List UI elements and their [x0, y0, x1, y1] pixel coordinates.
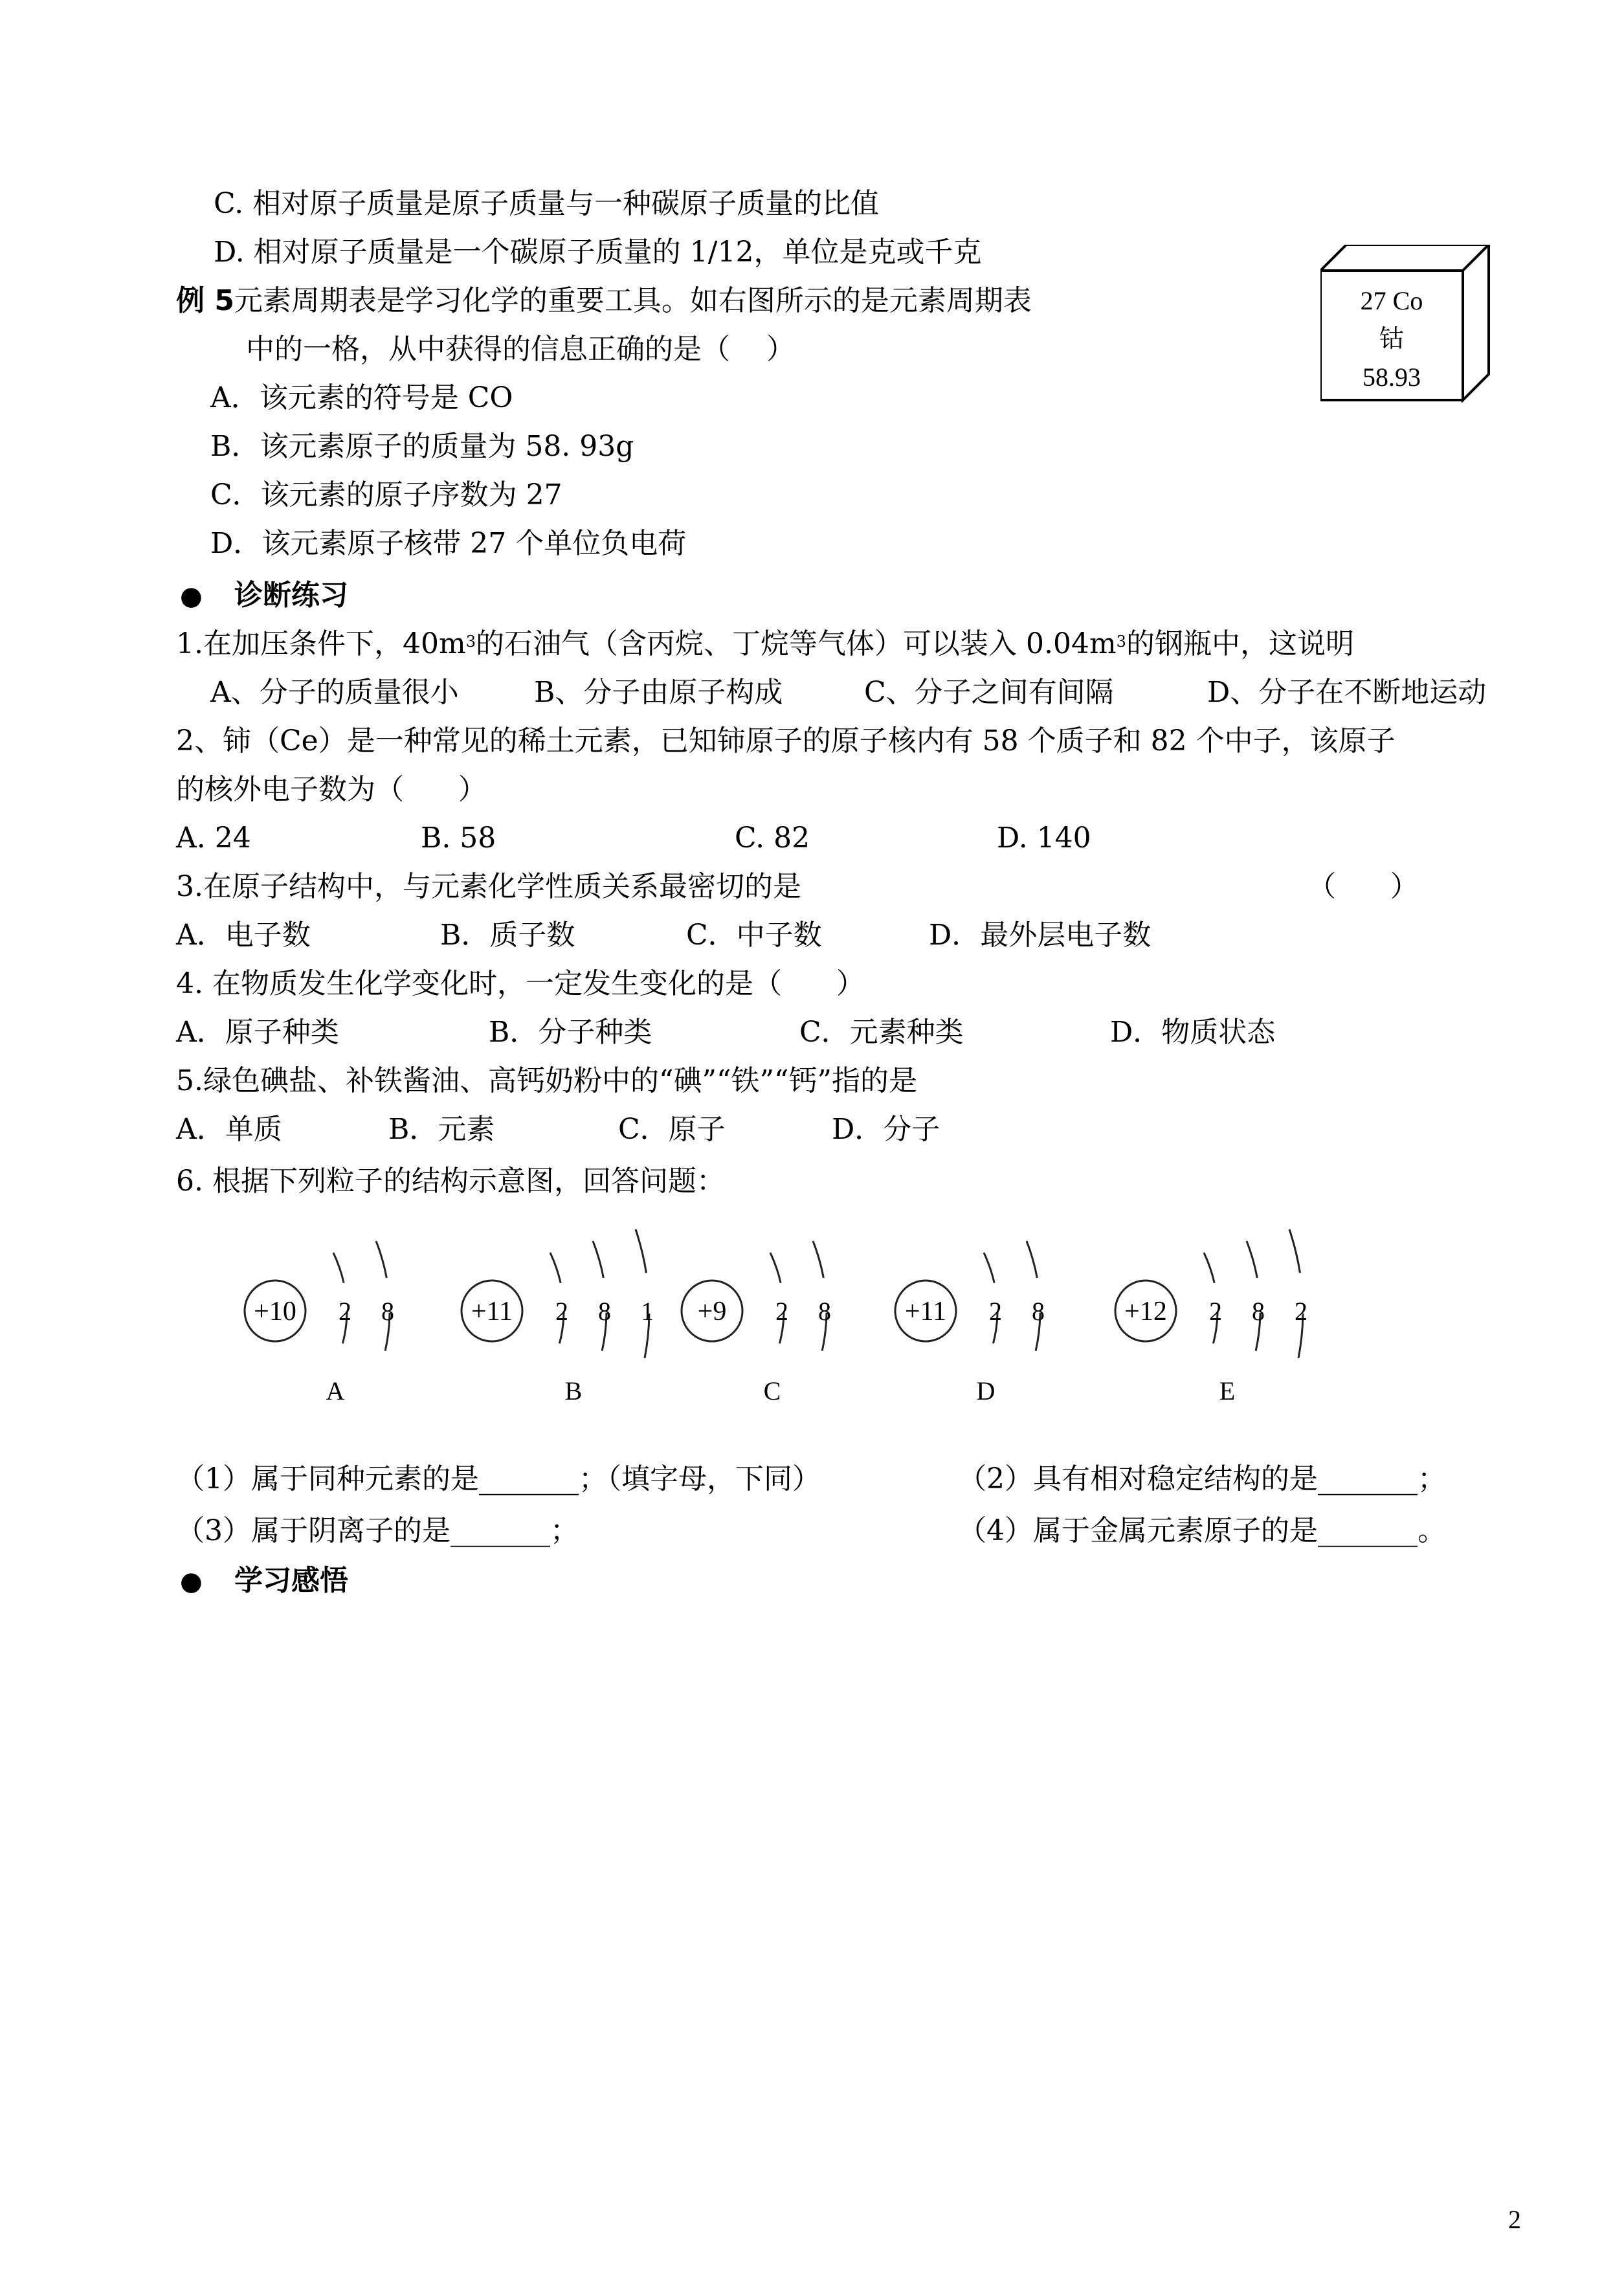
particle-label: C	[763, 1376, 781, 1405]
element-cell-cube	[1320, 245, 1495, 407]
page-number: 2	[1508, 2205, 1521, 2234]
electron-count: 2	[989, 1297, 1002, 1326]
q2-option-a: A. 24	[176, 822, 251, 855]
element-cell-line2: 钴	[1379, 324, 1405, 353]
particle-e	[1115, 1229, 1307, 1405]
q1-option-a: A、分子的质量很小	[210, 676, 459, 709]
electron-count: 8	[598, 1297, 611, 1326]
nucleus-charge: +9	[697, 1297, 727, 1326]
element-cell-line1: 27 Co	[1360, 286, 1423, 315]
q5-option-d: D．分子	[832, 1113, 940, 1146]
electron-count: 8	[818, 1297, 831, 1326]
question-6: 6. 根据下列粒子的结构示意图，回答问题：	[176, 1165, 725, 1198]
q5-option-b: B．元素	[388, 1113, 495, 1146]
q4-option-c: C．元素种类	[799, 1016, 964, 1049]
example-5-option-a: A．该元素的符号是 CO	[210, 381, 513, 414]
nucleus-charge: +10	[254, 1297, 296, 1326]
example-5-heading	[176, 282, 1032, 320]
question-5: 5.绿色碘盐、补铁酱油、高钙奶粉中的“碘”“铁”“钙”指的是	[176, 1064, 917, 1097]
electron-count: 8	[1032, 1297, 1045, 1326]
electron-count: 1	[641, 1297, 654, 1326]
electron-count: 2	[555, 1297, 568, 1326]
q1-mid: 的石油气（含丙烷、丁烷等气体）可以装入 0.04m	[475, 627, 1117, 660]
q1-option-b: B、分子由原子构成	[534, 676, 783, 709]
q3-option-d: D．最外层电子数	[929, 919, 1151, 952]
q2-option-b: B. 58	[421, 822, 496, 855]
example-5-text: 元素周期表是学习化学的重要工具。如右图所示的是元素周期表	[234, 284, 1032, 317]
q3-option-c: C．中子数	[686, 919, 822, 952]
q1-sup-1: 3	[465, 632, 476, 651]
electron-count: 2	[775, 1297, 788, 1326]
nucleus-charge: +11	[904, 1297, 947, 1326]
q6-sub-2: （2）具有相对稳定结构的是_______；	[958, 1462, 1446, 1495]
q1-option-c: C、分子之间有间隔	[864, 676, 1114, 709]
q6-sub-1: （1）属于同种元素的是_______；（填字母，下同）	[176, 1462, 821, 1495]
particle-label: D	[976, 1376, 996, 1405]
example-5-option-d: D．该元素原子核带 27 个单位负电荷	[210, 527, 687, 560]
question-4: 4. 在物质发生化学变化时，一定发生变化的是（ ）	[176, 967, 865, 1000]
particle-label: A	[326, 1376, 345, 1405]
q5-option-c: C．原子	[618, 1113, 726, 1146]
electron-count: 8	[1252, 1297, 1265, 1326]
electron-count: 2	[1209, 1297, 1222, 1326]
nucleus-charge: +11	[471, 1297, 513, 1326]
q1-sup-2: 3	[1116, 632, 1126, 651]
element-cell-line3: 58.93	[1363, 363, 1421, 392]
electron-count: 2	[339, 1297, 351, 1326]
electron-count: 8	[381, 1297, 394, 1326]
q3-option-a: A．电子数	[176, 919, 311, 952]
question-2-line1: 2、铈（Ce）是一种常见的稀土元素，已知铈原子的原子核内有 58 个质子和 82 个中子，该原子	[176, 724, 1396, 757]
example-5-text-2: 中的一格，从中获得的信息正确的是（ ）	[246, 333, 795, 366]
q1-post: 的钢瓶中，这说明	[1126, 627, 1354, 660]
q1-option-d: D、分子在不断地运动	[1207, 676, 1487, 709]
q4-option-d: D．物质状态	[1110, 1016, 1276, 1049]
q2-option-d: D. 140	[997, 822, 1091, 855]
question-3: 3.在原子结构中，与元素化学性质关系最密切的是	[176, 870, 801, 903]
particle-label: E	[1219, 1376, 1236, 1405]
q4-option-a: A．原子种类	[176, 1016, 339, 1049]
question-3-paren: （ ）	[1307, 870, 1419, 903]
q1-pre: 1.在加压条件下，40m	[176, 627, 466, 660]
option-c-text: C. 相对原子质量是原子质量与一种碳原子质量的比值	[214, 187, 880, 220]
bullet-icon: ●	[180, 581, 203, 611]
particle-b	[462, 1229, 654, 1405]
question-2-line2: 的核外电子数为（ ）	[176, 773, 487, 806]
particle-label: B	[564, 1376, 583, 1405]
q4-option-b: B．分子种类	[489, 1016, 652, 1049]
example-5-option-c: C．该元素的原子序数为 27	[210, 478, 562, 511]
section-reflection-title: 学习感悟	[234, 1564, 348, 1597]
electron-count: 2	[1295, 1297, 1307, 1326]
question-1	[176, 625, 1354, 664]
example-5-label: 例 5	[176, 284, 234, 317]
q3-option-b: B．质子数	[440, 919, 575, 952]
particle-c	[682, 1241, 831, 1405]
bullet-icon: ●	[180, 1567, 203, 1596]
nucleus-charge: +12	[1124, 1297, 1167, 1326]
option-d-text: D. 相对原子质量是一个碳原子质量的 1/12，单位是克或千克	[214, 236, 982, 269]
q6-sub-4: （4）属于金属元素原子的是_______。	[958, 1514, 1446, 1547]
q5-option-a: A．单质	[176, 1113, 282, 1146]
q6-sub-3: （3）属于阴离子的是_______；	[176, 1514, 579, 1547]
section-diagnostic-title: 诊断练习	[234, 579, 348, 612]
particle-a	[245, 1241, 394, 1405]
particle-diagrams	[239, 1224, 1405, 1418]
particle-d	[895, 1241, 1045, 1405]
q2-option-c: C. 82	[735, 822, 810, 855]
example-5-option-b: B．该元素原子的质量为 58. 93g	[210, 430, 634, 463]
